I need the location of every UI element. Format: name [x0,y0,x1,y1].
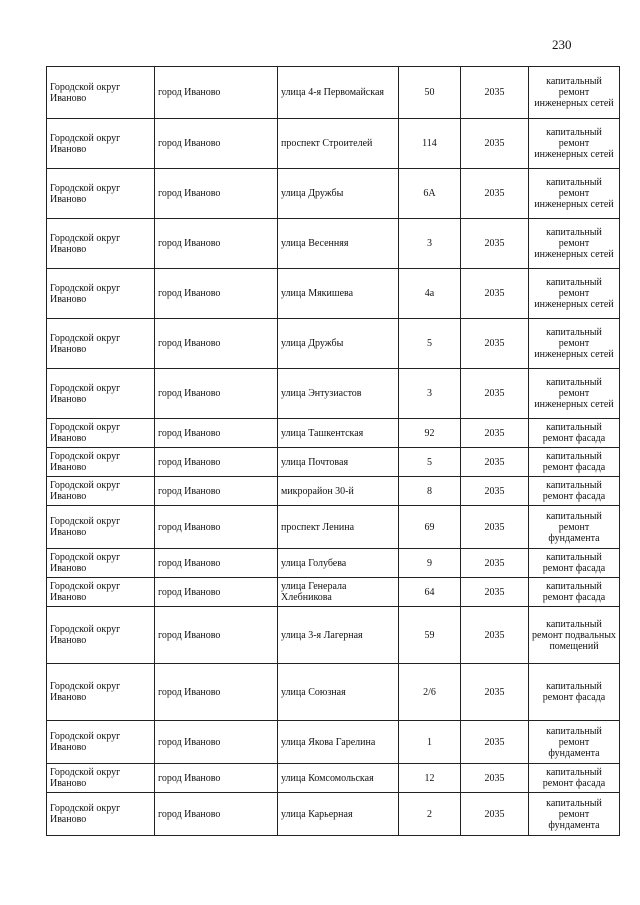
street-cell: улица Ташкентская [278,419,399,448]
year-cell: 2035 [461,269,529,319]
municipality-cell: Городской округ Иваново [47,169,155,219]
settlement-cell: город Иваново [155,721,278,764]
settlement-cell: город Иваново [155,67,278,119]
municipality-cell: Городской округ Иваново [47,419,155,448]
table-row [47,419,620,448]
work-type-cell: капитальный ремонт инженерных сетей [529,219,620,269]
house-number-cell: 2/6 [399,664,461,721]
street-cell: улица Почтовая [278,448,399,477]
work-type-cell: капитальный ремонт фундамента [529,506,620,549]
street-cell: улица Карьерная [278,793,399,836]
settlement-cell: город Иваново [155,448,278,477]
settlement-cell: город Иваново [155,607,278,664]
settlement-cell: город Иваново [155,664,278,721]
year-cell: 2035 [461,549,529,578]
municipality-cell: Городской округ Иваново [47,219,155,269]
house-number-cell: 92 [399,419,461,448]
municipality-cell: Городской округ Иваново [47,793,155,836]
settlement-cell: город Иваново [155,119,278,169]
table-row [47,119,620,169]
street-cell: улица Дружбы [278,169,399,219]
work-type-cell: капитальный ремонт инженерных сетей [529,119,620,169]
table-row [47,169,620,219]
work-type-cell: капитальный ремонт инженерных сетей [529,269,620,319]
table-row [47,269,620,319]
house-number-cell: 8 [399,477,461,506]
year-cell: 2035 [461,578,529,607]
work-type-cell: капитальный ремонт инженерных сетей [529,67,620,119]
street-cell: улица Голубева [278,549,399,578]
municipality-cell: Городской округ Иваново [47,607,155,664]
year-cell: 2035 [461,607,529,664]
street-cell: улица 4-я Первомайская [278,67,399,119]
municipality-cell: Городской округ Иваново [47,67,155,119]
work-type-cell: капитальный ремонт фасада [529,419,620,448]
table-row [47,67,620,119]
settlement-cell: город Иваново [155,319,278,369]
year-cell: 2035 [461,169,529,219]
municipality-cell: Городской округ Иваново [47,578,155,607]
settlement-cell: город Иваново [155,793,278,836]
municipality-cell: Городской округ Иваново [47,764,155,793]
street-cell: микрорайон 30-й [278,477,399,506]
year-cell: 2035 [461,319,529,369]
house-number-cell: 5 [399,448,461,477]
work-type-cell: капитальный ремонт фасада [529,664,620,721]
municipality-cell: Городской округ Иваново [47,477,155,506]
street-cell: проспект Ленина [278,506,399,549]
house-number-cell: 3 [399,219,461,269]
table-row [47,319,620,369]
municipality-cell: Городской округ Иваново [47,448,155,477]
page-number: 230 [552,37,572,52]
year-cell: 2035 [461,67,529,119]
year-cell: 2035 [461,477,529,506]
table-row [47,664,620,721]
municipality-cell: Городской округ Иваново [47,664,155,721]
settlement-cell: город Иваново [155,506,278,549]
table-row [47,219,620,269]
municipality-cell: Городской округ Иваново [47,319,155,369]
municipality-cell: Городской округ Иваново [47,549,155,578]
house-number-cell: 3 [399,369,461,419]
street-cell: улица 3-я Лагерная [278,607,399,664]
house-number-cell: 64 [399,578,461,607]
table-row [47,477,620,506]
work-type-cell: капитальный ремонт фасада [529,764,620,793]
settlement-cell: город Иваново [155,477,278,506]
table-row [47,549,620,578]
housing-repair-table [46,66,620,836]
house-number-cell: 59 [399,607,461,664]
house-number-cell: 6А [399,169,461,219]
year-cell: 2035 [461,764,529,793]
settlement-cell: город Иваново [155,169,278,219]
year-cell: 2035 [461,506,529,549]
house-number-cell: 4а [399,269,461,319]
municipality-cell: Городской округ Иваново [47,506,155,549]
street-cell: улица Генерала Хлебникова [278,578,399,607]
street-cell: улица Мякишева [278,269,399,319]
settlement-cell: город Иваново [155,764,278,793]
settlement-cell: город Иваново [155,369,278,419]
table-row [47,764,620,793]
settlement-cell: город Иваново [155,269,278,319]
work-type-cell: капитальный ремонт фундамента [529,793,620,836]
house-number-cell: 69 [399,506,461,549]
year-cell: 2035 [461,119,529,169]
work-type-cell: капитальный ремонт инженерных сетей [529,169,620,219]
work-type-cell: капитальный ремонт фасада [529,578,620,607]
work-type-cell: капитальный ремонт инженерных сетей [529,369,620,419]
street-cell: улица Дружбы [278,319,399,369]
street-cell: улица Весенняя [278,219,399,269]
settlement-cell: город Иваново [155,578,278,607]
table-body [47,67,620,836]
municipality-cell: Городской округ Иваново [47,721,155,764]
work-type-cell: капитальный ремонт фасада [529,477,620,506]
settlement-cell: город Иваново [155,549,278,578]
work-type-cell: капитальный ремонт подвальных помещений [529,607,620,664]
table-row [47,793,620,836]
year-cell: 2035 [461,793,529,836]
year-cell: 2035 [461,369,529,419]
municipality-cell: Городской округ Иваново [47,269,155,319]
table-row [47,448,620,477]
year-cell: 2035 [461,664,529,721]
table-row [47,578,620,607]
house-number-cell: 12 [399,764,461,793]
street-cell: улица Якова Гарелина [278,721,399,764]
year-cell: 2035 [461,419,529,448]
house-number-cell: 50 [399,67,461,119]
work-type-cell: капитальный ремонт инженерных сетей [529,319,620,369]
work-type-cell: капитальный ремонт фасада [529,549,620,578]
table-row [47,369,620,419]
year-cell: 2035 [461,448,529,477]
house-number-cell: 114 [399,119,461,169]
house-number-cell: 1 [399,721,461,764]
work-type-cell: капитальный ремонт фасада [529,448,620,477]
house-number-cell: 9 [399,549,461,578]
street-cell: улица Энтузиастов [278,369,399,419]
settlement-cell: город Иваново [155,219,278,269]
table-row [47,607,620,664]
year-cell: 2035 [461,721,529,764]
municipality-cell: Городской округ Иваново [47,369,155,419]
street-cell: проспект Строителей [278,119,399,169]
house-number-cell: 5 [399,319,461,369]
municipality-cell: Городской округ Иваново [47,119,155,169]
street-cell: улица Комсомольская [278,764,399,793]
street-cell: улица Союзная [278,664,399,721]
settlement-cell: город Иваново [155,419,278,448]
table-row [47,721,620,764]
house-number-cell: 2 [399,793,461,836]
table-row [47,506,620,549]
year-cell: 2035 [461,219,529,269]
work-type-cell: капитальный ремонт фундамента [529,721,620,764]
